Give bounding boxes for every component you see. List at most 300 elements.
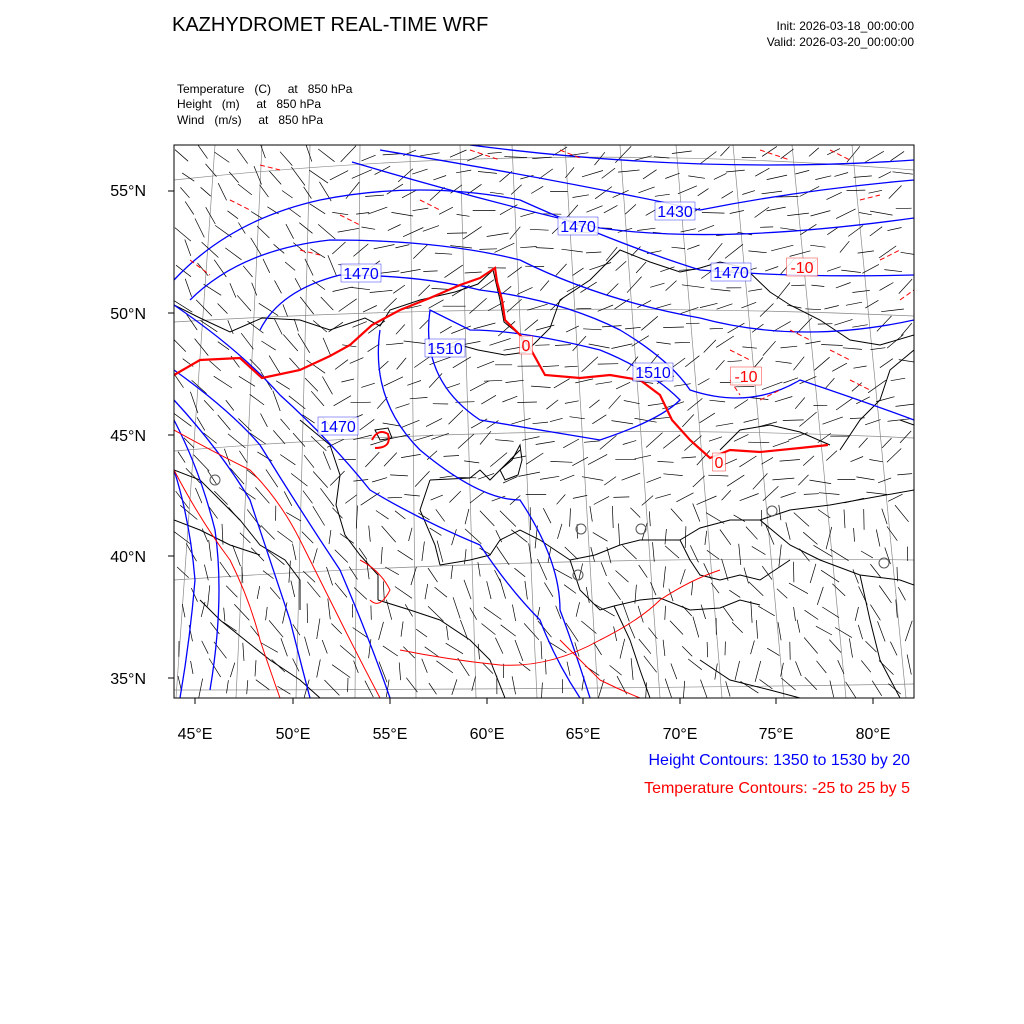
wind-barb (478, 644, 479, 659)
wind-barb (858, 251, 874, 253)
wind-barb (257, 226, 269, 238)
wind-barb (330, 471, 344, 486)
wind-barb (846, 302, 862, 305)
wind-barb (452, 679, 457, 695)
wind-barb (666, 281, 677, 291)
wind-barb (752, 546, 766, 554)
wind-barb (425, 584, 428, 599)
wind-barb (376, 511, 389, 520)
wind-barb (865, 420, 881, 425)
lat-label: 35°N (110, 671, 146, 688)
wind-barb (804, 494, 819, 495)
wind-barb (891, 378, 905, 381)
wind-barb (477, 361, 494, 368)
wind-barb (682, 285, 704, 288)
wind-barb (650, 283, 664, 287)
wind-barb (320, 488, 334, 506)
wind-barb (234, 604, 249, 620)
wind-barb (387, 184, 403, 194)
wind-barb (198, 679, 202, 700)
wind-barb (313, 548, 317, 563)
lat-axis-labels (110, 183, 146, 688)
wind-barb (520, 212, 535, 216)
wind-barb (866, 641, 877, 652)
wind-barb (345, 495, 356, 504)
wind-barb (642, 496, 653, 506)
wind-barb (663, 327, 684, 328)
wind-barb (821, 570, 839, 582)
wind-barb (453, 357, 471, 368)
wind-barb (353, 244, 368, 257)
wind-barb (458, 434, 474, 449)
wind-barb (436, 509, 445, 521)
wind-barb (855, 607, 858, 621)
wind-barb (317, 659, 321, 677)
wind-barb (467, 154, 483, 161)
wind-barb (739, 544, 741, 565)
wind-barb (280, 455, 295, 465)
wind-barb (751, 601, 752, 623)
wind-barb (195, 219, 204, 238)
height-contour-legend: Height Contours: 1350 to 1530 by 20 (648, 752, 910, 769)
temperature-contour-label: 0 (521, 338, 531, 355)
wind-barb (616, 571, 629, 583)
wind-barb (542, 683, 543, 698)
wind-barb (562, 249, 583, 252)
wind-barb (795, 170, 809, 174)
wind-barb (586, 206, 602, 213)
wind-barb (225, 248, 241, 260)
wind-barb (821, 345, 843, 346)
wind-barb (811, 285, 824, 286)
wind-barb (872, 681, 882, 696)
wind-barb (625, 327, 641, 329)
wind-barb (589, 400, 599, 408)
wind-barb (497, 547, 510, 565)
wind-barb (836, 398, 852, 410)
temperature-contour-label: -10 (734, 369, 758, 386)
wind-barb (465, 509, 469, 524)
wind-barb (888, 228, 902, 231)
wind-barb (576, 308, 591, 309)
lat-label: 40°N (110, 549, 146, 566)
wind-barb (702, 213, 725, 214)
wind-barb (178, 676, 181, 690)
wind-barb (635, 156, 652, 160)
wind-barb (214, 491, 227, 505)
wind-barb (218, 415, 231, 430)
wind-barb (675, 342, 690, 343)
wind-barb (295, 278, 301, 290)
wind-barb (818, 433, 831, 442)
wind-barb (465, 272, 482, 273)
wind-barb (899, 279, 912, 294)
wind-barb (781, 149, 794, 159)
wind-barb (582, 357, 598, 372)
wind-barb (697, 496, 717, 505)
wind-barb (500, 579, 506, 599)
wind-barb (780, 460, 800, 462)
wind-barb (208, 585, 210, 606)
wind-barb (275, 319, 283, 334)
wind-barb (311, 391, 324, 406)
wind-barb (896, 404, 914, 406)
wind-barb (827, 267, 841, 272)
wind-barb (302, 532, 313, 544)
wind-barb (370, 290, 393, 292)
wind-barb (281, 638, 288, 656)
wind-barb (854, 176, 872, 178)
wind-barb (420, 153, 439, 156)
wind-barb (794, 607, 796, 621)
wind-barb (269, 171, 281, 184)
wind-barb (612, 506, 613, 528)
wind-barb (707, 642, 708, 657)
wind-barb (851, 457, 864, 462)
wind-barb (827, 192, 842, 199)
wind-barb (573, 495, 587, 498)
wind-barb (354, 661, 359, 673)
wind-barb (558, 524, 562, 539)
wind-barb (557, 495, 566, 505)
lat-label: 55°N (110, 183, 146, 200)
wind-barb (390, 475, 408, 476)
wind-barb (576, 602, 580, 617)
wind-barb (243, 643, 244, 661)
wind-barb (884, 270, 902, 272)
wind-barb (722, 490, 731, 500)
wind-barb (525, 320, 538, 331)
lon-axis-labels (178, 726, 891, 743)
wind-barb (693, 504, 700, 522)
wind-barb (610, 665, 622, 675)
wind-barb (404, 341, 426, 344)
wind-barb (751, 641, 755, 655)
wind-barb (834, 173, 848, 177)
wind-barb (352, 288, 370, 290)
wind-barb (891, 151, 905, 160)
wind-barb (209, 540, 212, 561)
wind-barb (447, 626, 449, 640)
wind-barb (607, 284, 619, 296)
wind-barb (182, 173, 194, 181)
wind-barb (810, 564, 816, 583)
wind-barb (285, 262, 295, 270)
wind-barb (289, 358, 300, 371)
wind-barb (663, 566, 665, 587)
wind-barb (388, 497, 403, 498)
wind-barb (614, 299, 629, 309)
wind-barb (592, 415, 606, 424)
wind-barb (611, 344, 632, 349)
wind-barb (488, 152, 502, 153)
wind-barb (365, 195, 384, 196)
wind-barb (693, 617, 699, 638)
wind-barb (861, 551, 873, 558)
wind-barb (734, 400, 748, 409)
wind-barb (746, 527, 758, 540)
wind-barb (791, 285, 805, 286)
wind-barb (407, 381, 421, 386)
wind-barb (419, 285, 430, 296)
wind-barb (907, 655, 911, 675)
wind-barb (482, 624, 496, 635)
wind-barb (878, 621, 886, 641)
wind-barb (619, 524, 620, 545)
wind-barb (698, 225, 714, 231)
wind-barb (614, 627, 617, 641)
wind-barb (805, 309, 821, 310)
wind-barb (555, 345, 571, 346)
wind-barb (805, 610, 819, 619)
wind-barb (836, 209, 856, 219)
wind-barb (888, 419, 911, 422)
wind-barb (282, 191, 293, 199)
wind-barb (436, 661, 453, 673)
wind-barb (862, 264, 879, 273)
wind-barb (305, 637, 310, 656)
wind-barb (332, 665, 350, 678)
wind-barb (307, 582, 320, 598)
wind-barb (901, 252, 915, 254)
wind-barb (522, 437, 539, 441)
wind-barb (511, 530, 527, 543)
wind-barb (674, 384, 691, 387)
wind-barb (881, 309, 904, 312)
wind-barb (814, 545, 833, 556)
wind-barb (298, 334, 310, 353)
wind-barb (379, 622, 384, 640)
wind-barb (304, 187, 312, 199)
wind-barb (261, 643, 278, 653)
wind-barb (779, 505, 781, 520)
wind-barb (386, 343, 403, 345)
wind-barb (500, 511, 516, 527)
wind-barb (237, 149, 248, 164)
wind-barb (464, 341, 481, 344)
wind-barb (395, 245, 409, 248)
wind-barb (716, 423, 733, 426)
wind-barb (501, 625, 516, 636)
wind-barb (276, 381, 290, 390)
wind-barbs (173, 145, 921, 701)
wind-barb (202, 641, 209, 654)
wind-barb (281, 419, 290, 430)
wind-barb (734, 515, 745, 522)
wind-barb (623, 441, 636, 445)
wind-barb (830, 681, 834, 698)
wind-barb (655, 494, 671, 498)
wind-barb (699, 152, 716, 165)
wind-barb (365, 452, 379, 467)
wind-barb (304, 455, 314, 468)
wind-barb (566, 326, 579, 332)
wind-barb (541, 641, 542, 659)
wind-barb (572, 457, 588, 466)
wind-barb (546, 400, 558, 409)
wind-barb (905, 621, 912, 641)
wind-barb (329, 322, 344, 332)
wind-barb (433, 176, 446, 180)
wind-barb (777, 283, 790, 300)
wind-barb (251, 238, 262, 255)
wind-barb (732, 622, 743, 633)
wind-barb (328, 255, 337, 276)
wind-barb (495, 243, 515, 252)
wind-barb (321, 297, 334, 310)
wind-barb (517, 402, 537, 403)
wind-barb (671, 509, 682, 522)
wind-barb (836, 283, 851, 288)
wind-barb (665, 679, 671, 698)
wind-barb (620, 639, 625, 659)
wind-barb (602, 168, 615, 178)
wind-barb (554, 379, 570, 388)
wind-barb (450, 150, 466, 157)
lon-label: 50°E (275, 726, 311, 743)
wind-barb (716, 360, 725, 370)
wind-barb (583, 329, 601, 330)
wind-barb (519, 662, 530, 671)
wind-barb (404, 495, 420, 497)
wind-barb (755, 661, 761, 682)
wind-barb (209, 659, 221, 678)
wind-barb (856, 477, 874, 480)
wind-barb (427, 451, 437, 460)
wind-barb (446, 643, 463, 654)
wind-barb (395, 404, 409, 409)
wind-barb (748, 251, 766, 253)
wind-barb (846, 682, 857, 699)
wind-barb (861, 661, 871, 673)
wind-barb (239, 376, 255, 386)
wind-barb (582, 171, 603, 177)
wind-barb (870, 227, 882, 236)
wind-barb (567, 662, 570, 676)
init-time: Init: 2026-03-18_00:00:00 (776, 19, 914, 33)
wind-barb (269, 356, 281, 376)
wind-barb (819, 493, 840, 495)
wind-barb (525, 581, 528, 600)
wind-barb (669, 589, 673, 601)
wind-barb (380, 271, 399, 273)
wind-barb (514, 568, 525, 577)
wind-barb (631, 658, 633, 680)
wind-barb (817, 587, 823, 605)
wind-barb (440, 326, 452, 333)
wind-barb (564, 585, 576, 594)
wind-barb (226, 400, 234, 410)
wind-barb (722, 191, 733, 198)
temperature-contour-label: 0 (714, 455, 724, 472)
wind-barb (554, 569, 572, 579)
wind-barb (824, 306, 838, 310)
wind-barb (395, 587, 412, 599)
wind-barb (711, 289, 731, 291)
wind-barb (256, 680, 269, 690)
wind-barb (230, 283, 236, 297)
wind-barb (665, 546, 679, 558)
wind-barb (707, 550, 719, 559)
wind-barb (869, 190, 883, 193)
wind-barb (794, 513, 809, 527)
wind-barb (755, 207, 770, 218)
wind-barb (822, 607, 839, 618)
wind-barb (852, 325, 867, 328)
wind-barb (255, 660, 256, 676)
wind-barb (714, 173, 727, 179)
wind-barb (490, 453, 507, 467)
wind-barb (565, 366, 578, 367)
wind-barb (834, 319, 852, 325)
wind-barb (688, 659, 702, 670)
wind-barb (708, 243, 722, 260)
wind-barb (575, 379, 593, 383)
wind-barb (570, 417, 585, 419)
wind-barb (749, 398, 768, 400)
wind-barb (368, 207, 387, 214)
wind-barb (672, 151, 692, 154)
wind-barb (328, 599, 331, 620)
wind-barb (753, 473, 768, 489)
wind-barb (291, 167, 305, 185)
wind-barb (888, 684, 901, 695)
wind-barb (444, 456, 460, 457)
wind-barb (480, 511, 494, 526)
wind-barb (688, 176, 705, 178)
wind-barb (887, 449, 901, 463)
height-contour-label: 1510 (427, 341, 463, 358)
wind-barb (535, 345, 549, 346)
wind-barb (683, 681, 685, 701)
wind-barb (670, 621, 683, 635)
wind-barb (341, 379, 354, 382)
wind-barb (384, 453, 397, 467)
wind-barb (413, 208, 429, 211)
wind-barb (230, 468, 244, 484)
wind-barb (192, 380, 207, 393)
wind-barb (882, 509, 887, 524)
wind-barb (517, 287, 532, 294)
wind-barb (748, 442, 769, 443)
wind-barb (809, 148, 819, 157)
wind-barb (361, 155, 375, 161)
wind-barb (495, 570, 501, 582)
wind-barb (396, 325, 405, 335)
wind-barb (735, 661, 740, 680)
wind-barb (294, 319, 298, 332)
wind-barb (565, 401, 579, 404)
wind-barb (591, 547, 595, 562)
wind-barb (401, 621, 403, 636)
wind-barb (700, 413, 715, 423)
wind-barb (426, 418, 442, 426)
wind-barb (756, 620, 757, 639)
wind-barb (429, 683, 437, 694)
wind-barb (586, 252, 601, 253)
wind-barb (849, 638, 852, 657)
wind-barb (508, 267, 522, 278)
wind-barb (593, 532, 608, 541)
wind-barb (741, 302, 756, 308)
wind-barb (720, 147, 729, 157)
wind-barb (772, 478, 794, 480)
wind-barb (767, 207, 786, 211)
wind-barb (305, 259, 313, 276)
wind-barb (478, 172, 497, 174)
wind-barb (270, 587, 280, 599)
wind-barb (729, 590, 740, 597)
